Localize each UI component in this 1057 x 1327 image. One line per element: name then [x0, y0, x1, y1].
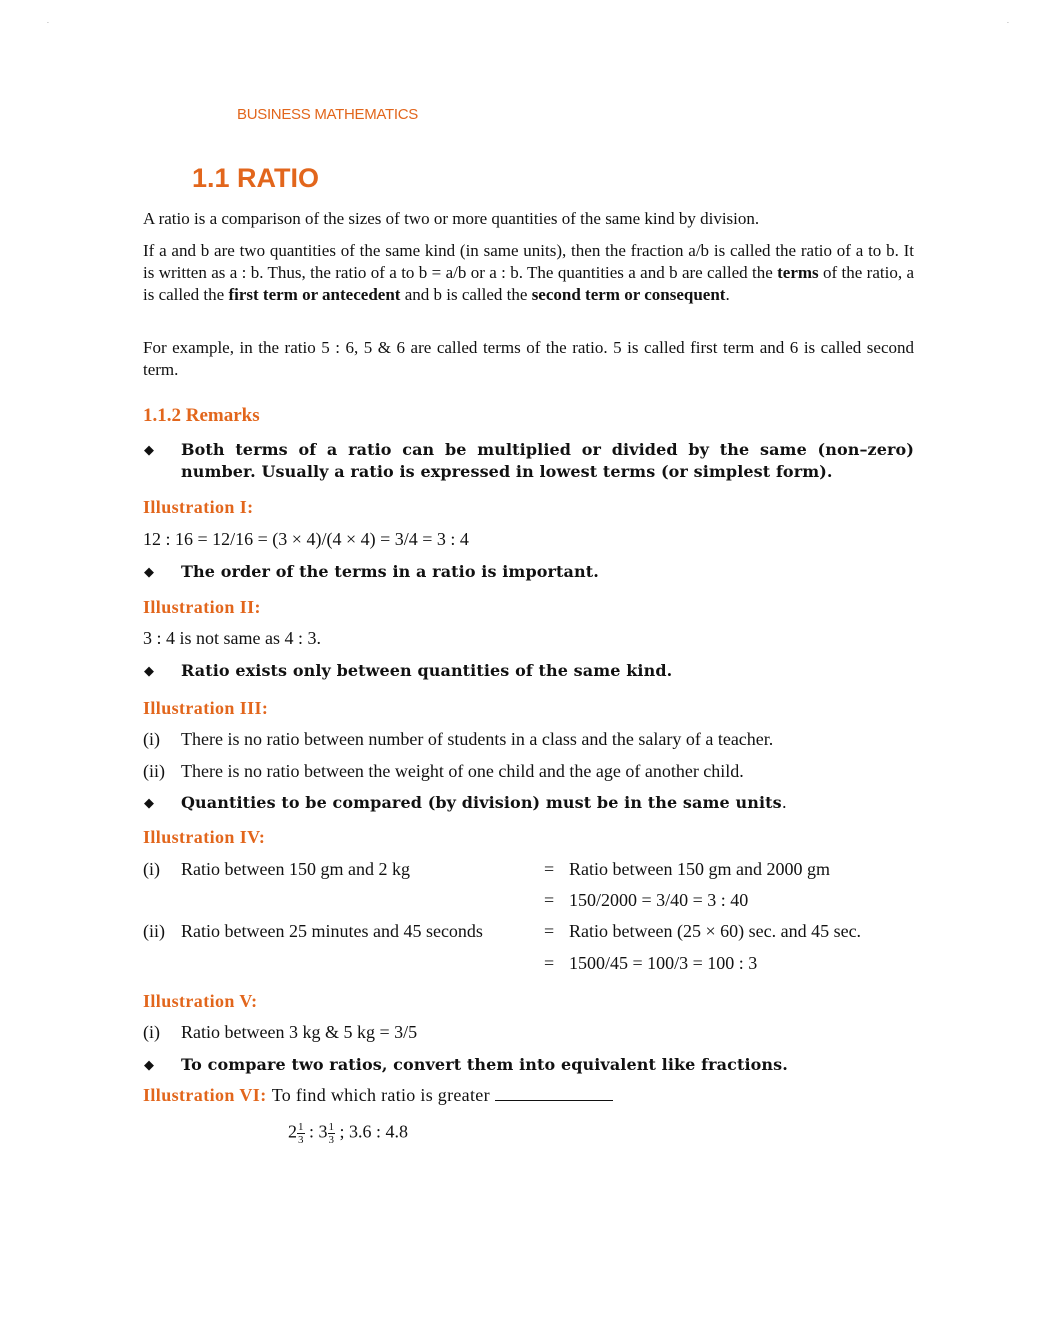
illustration-4-row-2-rhs: 150/2000 = 3/40 = 3 : 40 — [569, 890, 749, 910]
p2-text-d: . — [725, 285, 730, 304]
remark-bullet-1: Both terms of a ratio can be multiplied or divided by the same (non–zero) number. Usually a ratio is expressed in lowest terms (or simplest form). — [181, 440, 914, 481]
illustration-3-item-2-num: (ii) — [143, 761, 165, 781]
illustration-6-expression — [288, 1121, 408, 1146]
illustration-5-text: Ratio between 3 kg & 5 kg = 3/5 — [181, 1022, 418, 1042]
fraction-1-denominator: 3 — [298, 1134, 304, 1146]
illustration-5-num: (i) — [143, 1022, 160, 1042]
fraction-2-numerator: 1 — [328, 1121, 335, 1133]
p2-text-a: If a and b are two quantities of the same kind (in same units), then the fraction a/b is called the ratio of a to b. It is written as a : b. Thus, the ratio of a to b = a/b or a : b. The quantities a and b are called the — [143, 241, 914, 282]
illustration-2-label: Illustration II: — [143, 597, 261, 617]
bullet-icon: ◆ — [144, 565, 154, 580]
illustration-3-item-1-text: There is no ratio between number of students in a class and the salary of a teacher. — [181, 729, 774, 749]
remark-bullet-5: To compare two ratios, convert them into equivalent like fractions. — [181, 1055, 788, 1074]
mixed-number-1-whole: 2 — [288, 1121, 297, 1142]
illustration-4-row-1-rhs: Ratio between 150 gm and 2000 gm — [569, 859, 830, 879]
illustration-4-row-1-text: Ratio between 150 gm and 2 kg — [181, 859, 410, 879]
illustration-4-row-1-eq: = — [544, 859, 555, 879]
bullet-icon: ◆ — [144, 1058, 154, 1073]
illustration-1-text: 12 : 16 = 12/16 = (3 × 4)/(4 × 4) = 3/4 = 3 : 4 — [143, 529, 469, 549]
illustration-4-row-1-num: (i) — [143, 859, 160, 879]
running-header: BUSINESS MATHEMATICS — [237, 106, 418, 123]
illustration-4-label: Illustration IV: — [143, 827, 266, 847]
second-ratio: ; 3.6 : 4.8 — [339, 1121, 409, 1142]
intro-paragraph-3: For example, in the ratio 5 : 6, 5 & 6 are called terms of the ratio. 5 is called first term and 6 is called second term. — [143, 338, 914, 379]
answer-blank — [495, 1086, 613, 1101]
illustration-3-label: Illustration III: — [143, 698, 269, 718]
remarks-heading: 1.1.2 Remarks — [143, 405, 260, 426]
illustration-4-row-2-eq: = — [544, 890, 555, 910]
mixed-number-1-fraction — [297, 1121, 305, 1146]
mixed-number-2-fraction — [328, 1121, 336, 1146]
mixed-number-2-whole: 3 — [318, 1121, 328, 1142]
corner-mark-right: . — [1007, 18, 1009, 25]
fraction-2-denominator: 3 — [328, 1134, 335, 1146]
illustration-4-row-3-text: Ratio between 25 minutes and 45 seconds — [181, 921, 483, 941]
intro-paragraph-1: A ratio is a comparison of the sizes of two or more quantities of the same kind by division. — [143, 209, 760, 228]
ratio-separator: : — [309, 1121, 315, 1142]
illustration-6-line — [143, 1085, 613, 1106]
p2-text-b: of the ratio, a is called the — [143, 263, 914, 304]
remark-bullet-4-text: Quantities to be compared (by division) must be in the same units — [181, 793, 782, 812]
illustration-6-label: Illustration VI: — [143, 1085, 267, 1105]
bullet-icon: ◆ — [144, 664, 154, 679]
bullet-icon: ◆ — [144, 443, 154, 458]
illustration-4-row-3-rhs: Ratio between (25 × 60) sec. and 45 sec. — [569, 921, 862, 941]
illustration-6-text: To find which ratio is greater — [271, 1085, 490, 1105]
section-title: 1.1 RATIO — [192, 163, 320, 193]
p2-first-term: first term or antecedent — [228, 285, 401, 304]
bullet-icon: ◆ — [144, 796, 154, 811]
remark-bullet-4-period: . — [781, 793, 787, 812]
illustration-2-text: 3 : 4 is not same as 4 : 3. — [143, 628, 321, 648]
intro-paragraph-2 — [143, 240, 914, 306]
remark-bullet-3: Ratio exists only between quantities of the same kind. — [181, 661, 673, 680]
illustration-4-row-3-eq: = — [544, 921, 555, 941]
fraction-1-numerator: 1 — [298, 1121, 304, 1133]
illustration-5-label: Illustration V: — [143, 991, 258, 1011]
remark-bullet-4 — [181, 792, 914, 814]
p2-text-c: and b is called the — [400, 285, 532, 304]
illustration-4-row-3-num: (ii) — [143, 921, 165, 941]
remark-bullet-2: The order of the terms in a ratio is important. — [181, 562, 599, 581]
p2-terms: terms — [777, 263, 819, 282]
illustration-4-row-4-rhs: 1500/45 = 100/3 = 100 : 3 — [569, 953, 758, 973]
corner-mark-left: . — [47, 18, 49, 25]
illustration-3-item-2-text: There is no ratio between the weight of one child and the age of another child. — [181, 761, 744, 781]
p2-second-term: second term or consequent — [531, 285, 726, 304]
illustration-3-item-1-num: (i) — [143, 729, 160, 749]
illustration-4-row-4-eq: = — [544, 953, 555, 973]
illustration-1-label: Illustration I: — [143, 497, 254, 517]
